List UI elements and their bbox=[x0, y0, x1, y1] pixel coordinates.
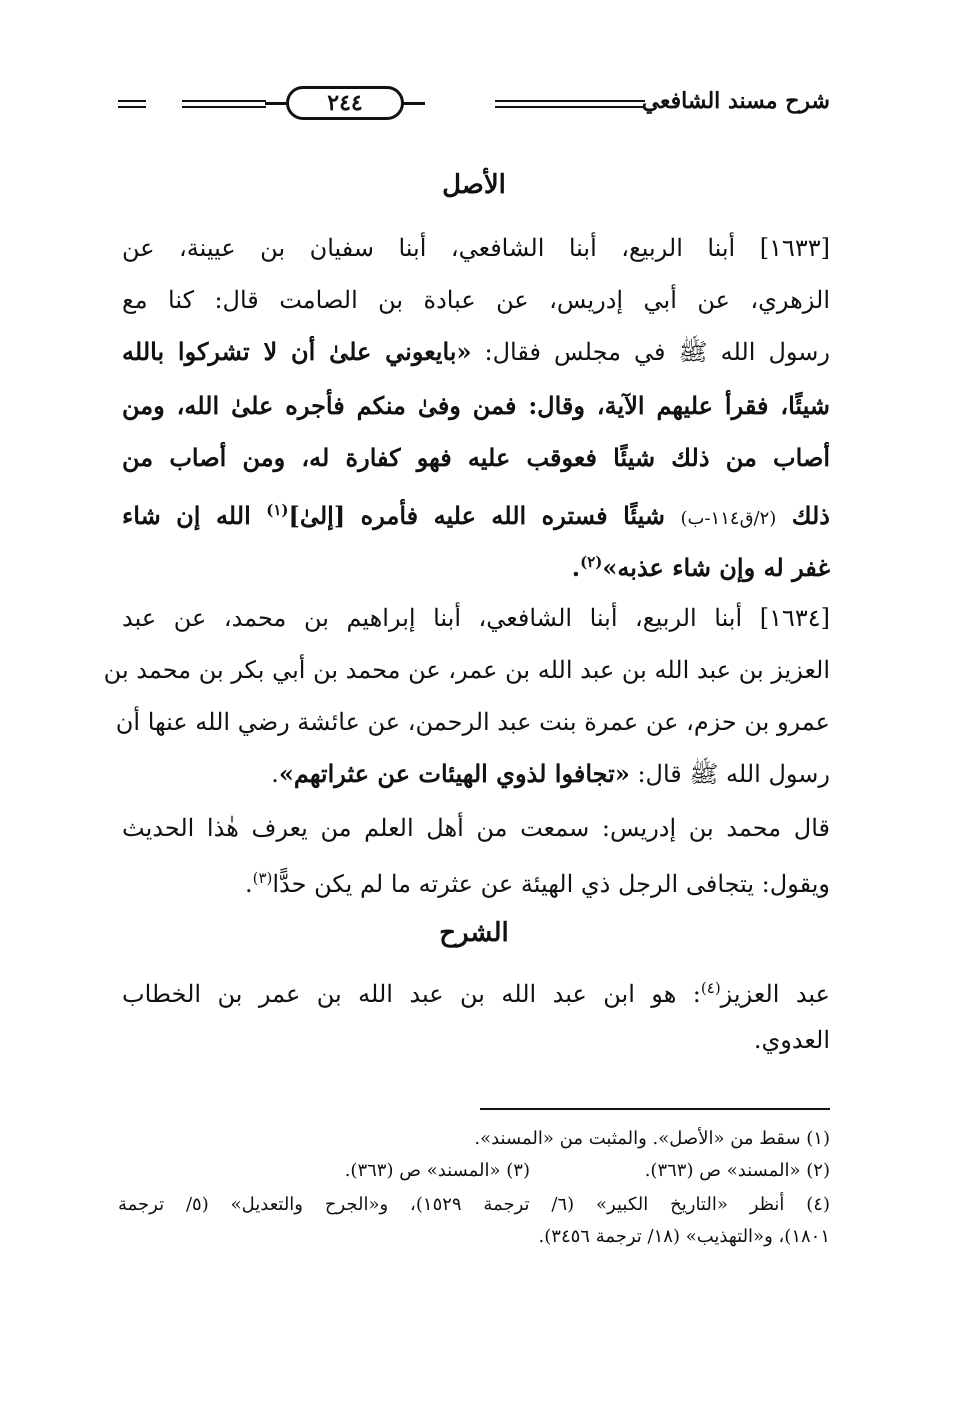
hadith2-line-1: [١٦٣٤] أبنا الربيع، أبنا الشافعي، أبنا إبراهيم بن محمد، عن عبد bbox=[122, 604, 830, 632]
hadith2-line-4 bbox=[122, 754, 830, 794]
hadith1-line-5: أصاب من ذلك شيئًا فعوقب عليه فهو كفارة له، ومن أصاب من bbox=[122, 443, 830, 472]
hadith2-line-6 bbox=[122, 858, 830, 904]
hadith2-line-2: العزيز بن عبد الله بن عبد الله بن عمر، عن محمد بن أبي بكر بن محمد بن bbox=[103, 656, 830, 684]
footnote-marker-3: (٣) bbox=[252, 869, 273, 887]
footnote-marker-2: (٢) bbox=[580, 553, 603, 571]
hadith1-line-3-b: «بايعوني علىٰ أن لا تشركوا بالله bbox=[122, 337, 472, 366]
footnote-row-2-3 bbox=[118, 1156, 830, 1186]
running-header bbox=[118, 86, 830, 130]
sharh-line-1 bbox=[122, 968, 830, 1014]
footnote-4-line-1: (٤) أنظر «التاريخ الكبير» (٦/ ترجمة ١٥٢٩)، و«الجرح والتعديل» (٥/ ترجمة bbox=[118, 1194, 830, 1215]
hadith2-line-4-b: «تجافوا لذوي الهيئات عن عثراتهم» bbox=[278, 759, 630, 788]
section-title-asl: الأصل bbox=[442, 170, 506, 200]
sharh-line-1-b: : هو ابن عبد الله بن عبد الله بن عمر بن الخطاب bbox=[122, 980, 701, 1008]
sharh-line-2: العدوي. bbox=[753, 1026, 830, 1054]
hadith2-line-6-a: ويقول: يتجافى الرجل ذي الهيئة عن عثرته ما لم يكن حدًّا bbox=[272, 870, 830, 898]
hadith1-line-1: [١٦٣٣] أبنا الربيع، أبنا الشافعي، أبنا سفيان بن عيينة، عن bbox=[122, 234, 830, 262]
hadith2-line-3: عمرو بن حزم، عن عمرة بنت عبد الرحمن، عن عائشة رضي الله عنها أن bbox=[115, 708, 830, 736]
hadith2-line-6-end: . bbox=[244, 870, 253, 898]
hadith1-line-6-c: الله إن شاء bbox=[122, 501, 267, 530]
hadith1-line-4: شيئًا، فقرأ عليهم الآية، وقال: فمن وفىٰ منكم فأجره علىٰ الله، ومن bbox=[122, 391, 830, 420]
hadith2-line-4-a: رسول الله ﷺ قال: bbox=[629, 760, 830, 788]
hadith1-line-7-end: . bbox=[571, 553, 581, 582]
hadith1-line-2: الزهري، عن أبي إدريس، عن عبادة بن الصامت قال: كنا مع bbox=[122, 286, 830, 314]
hadith1-line-3 bbox=[122, 332, 830, 372]
footnote-2: (٢) «المسند» ص (٣٦٣). bbox=[644, 1160, 830, 1181]
hadith1-line-7-a: غفر له وإن شاء عذبه» bbox=[602, 553, 830, 582]
hadith1-line-7 bbox=[122, 542, 830, 588]
footnote-marker-4: (٤) bbox=[700, 979, 721, 997]
sharh-line-1-a: عبد العزيز bbox=[720, 980, 830, 1008]
footnote-separator bbox=[480, 1108, 830, 1110]
hadith1-line-6 bbox=[122, 490, 830, 539]
hadith1-line-3-a: رسول الله ﷺ في مجلس فقال: bbox=[471, 338, 830, 366]
hadith2-line-4-end: . bbox=[271, 760, 279, 788]
footnote-1: (١) سقط من «الأصل». والمثبت من «المسند». bbox=[474, 1128, 830, 1149]
running-title: شرح مسند الشافعي bbox=[641, 88, 830, 114]
hadith1-line-6-a: ذلك bbox=[776, 501, 830, 530]
footnote-3: (٣) «المسند» ص (٣٦٣). bbox=[344, 1160, 530, 1181]
hadith1-line-6-b: شيئًا فستره الله عليه فأمره [إلىٰ] bbox=[288, 501, 681, 530]
manuscript-ref: (٢/ق١١٤-ب) bbox=[680, 508, 777, 529]
header-rule-right bbox=[495, 100, 645, 108]
header-rule-end bbox=[118, 100, 146, 108]
section-title-sharh: الشرح bbox=[439, 918, 509, 948]
hadith2-line-5: قال محمد بن إدريس: سمعت من أهل العلم من يعرف هٰذا الحديث bbox=[122, 814, 830, 842]
footnote-marker-1: (١) bbox=[266, 501, 289, 519]
header-rule-left bbox=[182, 100, 266, 108]
footnote-4-line-2: ١٨٠١)، و«التهذيب» (١٨/ ترجمة ٣٤٥٦). bbox=[538, 1226, 830, 1247]
page-number: ٢٤٤ bbox=[286, 86, 404, 120]
